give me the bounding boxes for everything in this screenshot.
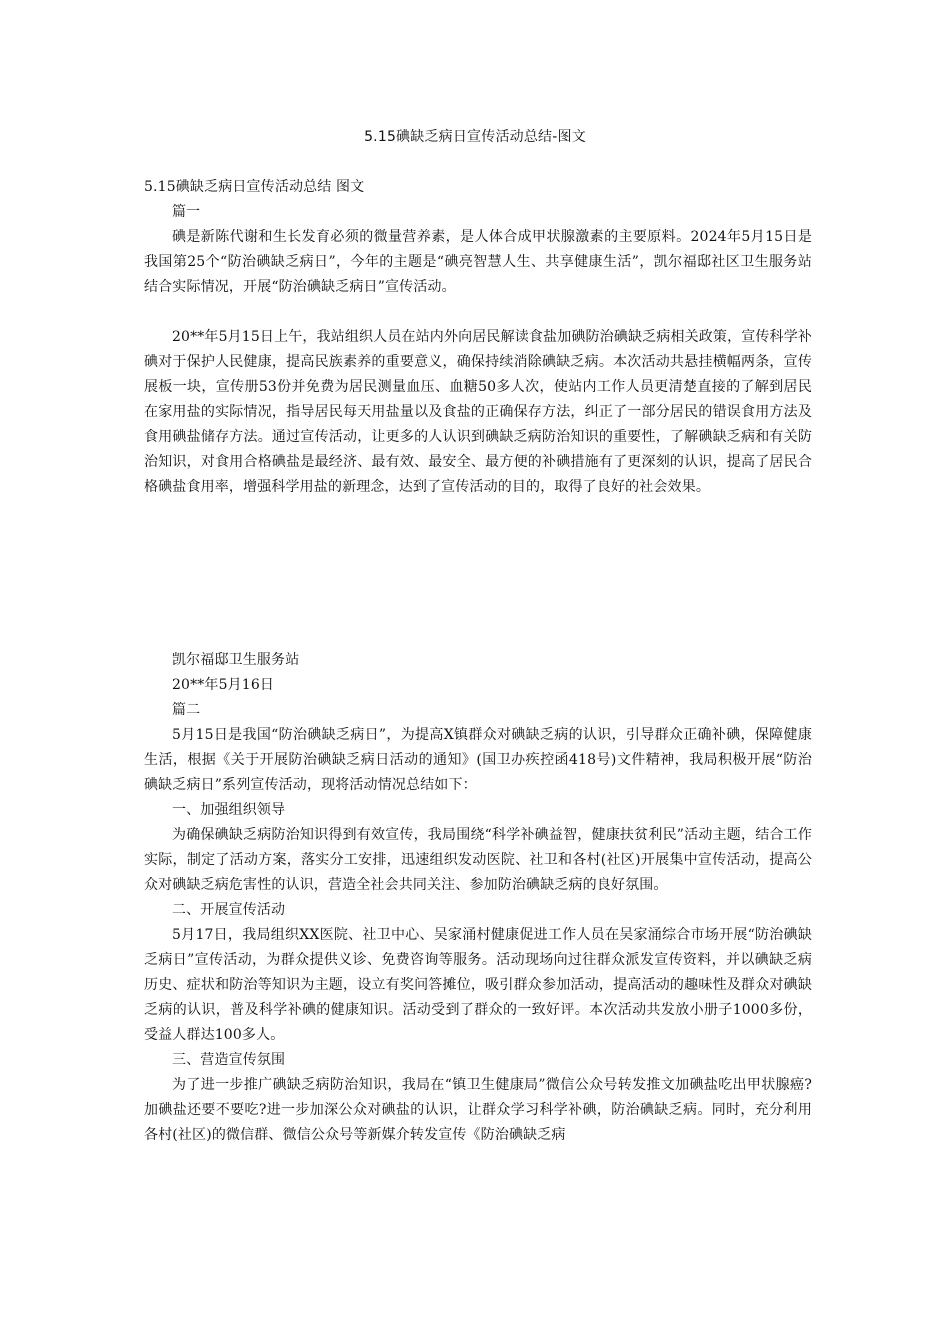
section1-title: 一、加强组织领导 bbox=[172, 802, 286, 818]
part2-heading: 篇二 bbox=[172, 702, 201, 718]
document-subtitle: 5.15碘缺乏病日宣传活动总结 图文 bbox=[144, 179, 365, 195]
document-title: 5.15碘缺乏病日宣传活动总结-图文 bbox=[364, 129, 586, 145]
section2-text: 5月17日，我局组织XX医院、社卫中心、吴家涌村健康促进工作人员在吴家涌综合市场开展“防治碘缺乏病日”宣传活动，为群众提供义诊、免费咨询等服务。活动现场向过往群众派发宣传资料，并以碘缺乏病历史、症状和防治等知识为主题，设立有奖问答摊位，吸引群众参加活动，提高活动的趣味性及群众对碘缺乏病的认识，普及科学补碘的健康知识。活动受到了群众的一致好评。本次活动共发放小册子1000多份，受益人群达100多人。 bbox=[144, 927, 812, 1043]
section1-text: 为确保碘缺乏病防治知识得到有效宣传，我局围绕“科学补碘益智，健康扶贫利民”活动主题，结合工作实际，制定了活动方案，落实分工安排，迅速组织发动医院、社卫和各村(社区)开展集中宣传活动，提高公众对碘缺乏病危害性的认识，营造全社会共同关注、参加防治碘缺乏病的良好氛围。 bbox=[144, 827, 812, 893]
blank-line bbox=[144, 300, 812, 325]
document-body bbox=[144, 175, 812, 1148]
part1-heading: 篇一 bbox=[172, 204, 201, 220]
section3-title: 三、营造宣传氛围 bbox=[172, 1052, 286, 1068]
part2-intro: 5月15日是我国“防治碘缺乏病日”，为提高X镇群众对碘缺乏病的认识，引导群众正确补碘，保障健康生活，根据《关于开展防治碘缺乏病日活动的通知》(国卫办疾控函418号)文件精神，我局积极开展“防治碘缺乏病日”系列宣传活动，现将活动情况总结如下： bbox=[144, 727, 812, 793]
signature-organization: 凯尔福邸卫生服务站 bbox=[172, 652, 300, 668]
section3-text: 为了进一步推广碘缺乏病防治知识，我局在“镇卫生健康局”微信公众号转发推文加碘盐吃出甲状腺癌?加碘盐还要不要吃?进一步加深公众对碘盐的认识，让群众学习科学补碘，防治碘缺乏病。同时，充分利用各村(社区)的微信群、微信公众号等新媒介转发宣传《防治碘缺乏病 bbox=[144, 1077, 812, 1143]
section2-title: 二、开展宣传活动 bbox=[172, 902, 286, 918]
part1-paragraph-1: 碘是新陈代谢和生长发育必须的微量营养素，是人体合成甲状腺激素的主要原料。2024年5月15日是我国第25个“防治碘缺乏病日”，今年的主题是“碘亮智慧人生、共享健康生活”，凯尔福邸社区卫生服务站结合实际情况，开展“防治碘缺乏病日”宣传活动。 bbox=[144, 229, 812, 295]
vertical-spacer bbox=[144, 500, 812, 648]
part1-paragraph-2: 20**年5月15日上午，我站组织人员在站内外向居民解读食盐加碘防治碘缺乏病相关政策，宣传科学补碘对于保护人民健康，提高民族素养的重要意义，确保持续消除碘缺乏病。本次活动共悬挂横幅两条，宣传展板一块，宣传册53份并免费为居民测量血压、血糖50多人次，使站内工作人员更清楚直接的了解到居民在家用盐的实际情况，指导居民每天用盐量以及食盐的正确保存方法，纠正了一部分居民的错误食用方法及食用碘盐储存方法。通过宣传活动，让更多的人认识到碘缺乏病防治知识的重要性，了解碘缺乏病和有关防治知识，对食用合格碘盐是最经济、最有效、最安全、最方便的补碘措施有了更深刻的认识，提高了居民合格碘盐食用率，增强科学用盐的新理念，达到了宣传活动的目的，取得了良好的社会效果。 bbox=[144, 329, 812, 495]
signature-date: 20**年5月16日 bbox=[172, 677, 275, 693]
